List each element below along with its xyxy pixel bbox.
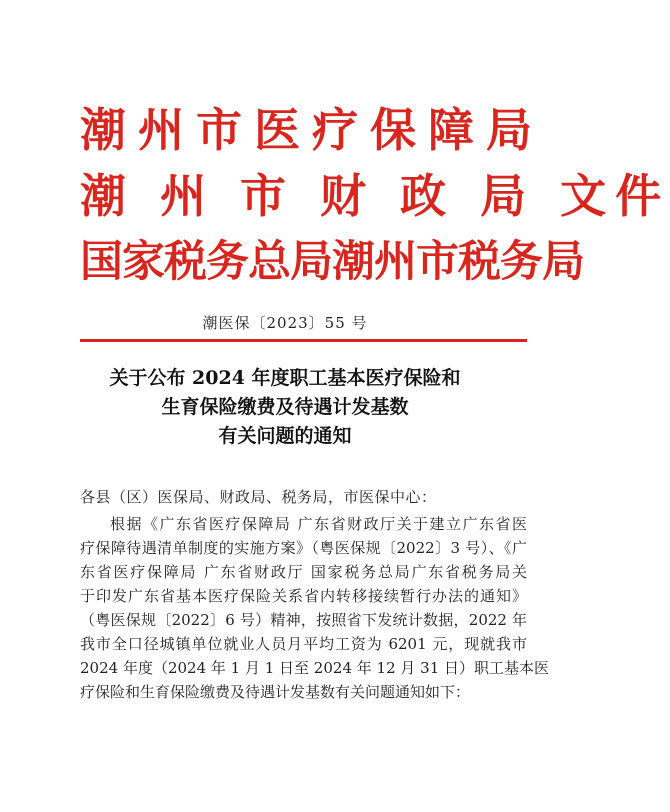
body-line-6: 我市全口径城镇单位就业人员月平均工资为 6201 元，现就我市: [80, 635, 527, 653]
body-line-5: （粤医保规〔2022〕6 号）精神，按照省下发统计数据，2022 年: [80, 611, 527, 629]
addressee-line: 各县（区）医保局、财政局、税务局，市医保中心：: [80, 488, 437, 506]
body-line-4: 于印发广东省基本医疗保险关系省内转移接续暂行办法的通知》: [80, 587, 527, 605]
title-line-1: 关于公布 2024 年度职工基本医疗保险和: [109, 367, 461, 389]
red-divider-line: [80, 339, 527, 342]
document-number: 潮医保〔2023〕55 号: [202, 314, 368, 332]
header-line-tax-bureau: 国家税务总局潮州市税务局: [80, 237, 584, 287]
issuing-authorities-header: [80, 100, 670, 298]
body-line-3: 东省医疗保障局 广东省财政厅 国家税务总局广东省税务局关: [80, 563, 527, 581]
title-line-3: 有关问题的通知: [218, 425, 352, 447]
body-line-7: 2024 年度（2024 年 1 月 1 日至 2024 年 12 月 31 日）职工基本医: [80, 659, 550, 677]
header-line-medical-security-bureau: 潮州市医疗保障局: [80, 103, 544, 157]
body-line-2: 疗保障待遇清单制度的实施方案》（粤医保规〔2022〕3 号）、《广: [80, 539, 527, 557]
body-paragraph: [80, 512, 550, 704]
body-line-8: 疗保险和生育保险缴费及待遇计发基数有关问题通知如下：: [80, 683, 471, 701]
document-title: [0, 364, 570, 451]
body-line-1: 根据《广东省医疗保障局 广东省财政厅关于建立广东省医: [110, 515, 527, 533]
header-line-finance-bureau: 潮 州 市 财 政 局 文件: [80, 169, 670, 223]
title-line-2: 生育保险缴费及待遇计发基数: [161, 396, 409, 418]
